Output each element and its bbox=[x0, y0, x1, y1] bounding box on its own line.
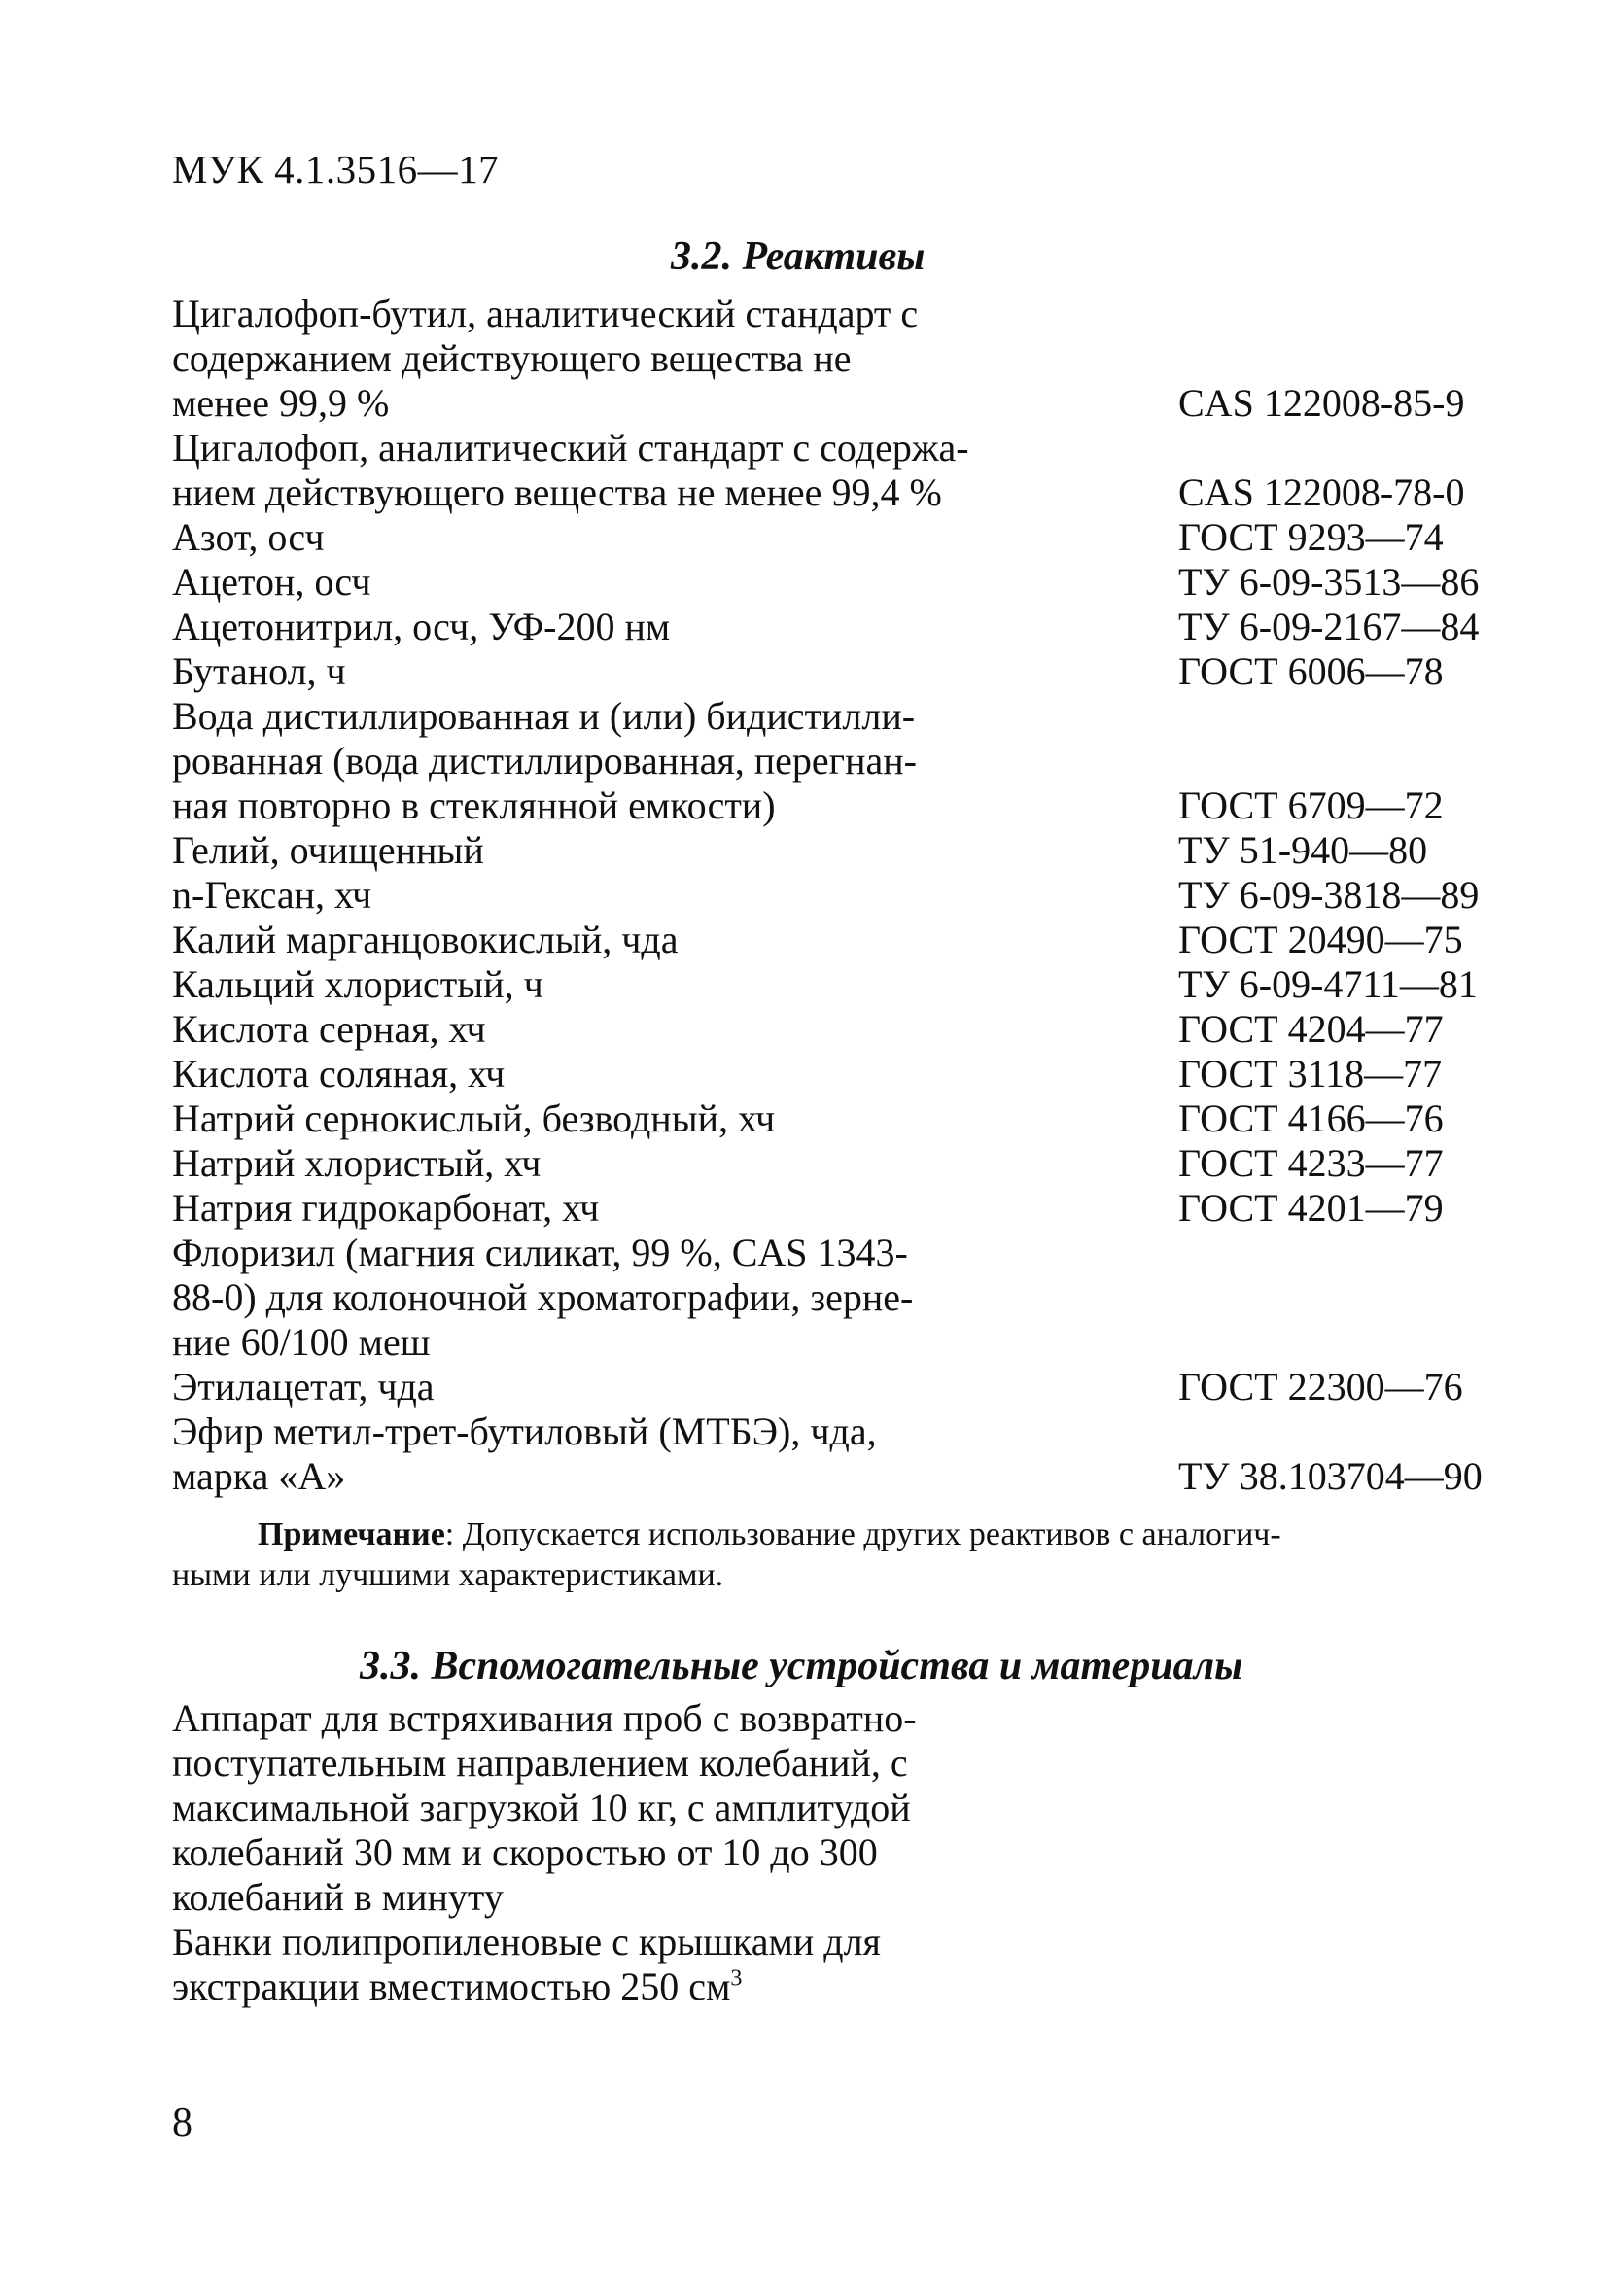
reagent-code: ГОСТ 20490—75 bbox=[1178, 918, 1463, 961]
reagent-name: Эфир метил-трет-бутиловый (МТБЭ), чда, марка «А» bbox=[172, 1409, 877, 1498]
reagent-code: ГОСТ 6709—72 bbox=[1178, 783, 1444, 827]
section-title-reagents: 3.2. Реактивы bbox=[671, 234, 926, 279]
reagent-code: ГОСТ 4233—77 bbox=[1178, 1141, 1444, 1185]
reagent-name: Цигалофоп-бутил, аналитический стандарт с содержанием действующего вещества не менее 99,9 % bbox=[172, 292, 919, 425]
reagent-row bbox=[172, 1365, 1463, 1409]
reagent-code: ТУ 6-09-3513—86 bbox=[1178, 560, 1480, 604]
reagent-row bbox=[172, 1096, 1444, 1141]
reagent-code: ГОСТ 4204—77 bbox=[1178, 1007, 1444, 1051]
reagent-name: Кислота соляная, хч bbox=[172, 1052, 506, 1096]
reagent-name: Калий марганцовокислый, чда bbox=[172, 918, 679, 961]
reagent-name: Азот, осч bbox=[172, 515, 325, 559]
note-text: : Допускается использование других реактивов с аналогич- ными или лучшими характеристиками. bbox=[172, 1516, 1281, 1593]
reagent-code: CAS 122008-85-9 bbox=[1178, 381, 1465, 425]
device-item-text: Аппарат для встряхивания проб с возвратно- поступательным направлением колебаний, с максимальной загрузкой 10 кг, с амплитудой колебаний 30 мм и скоростью от 10 до 300 колебаний в минуту bbox=[172, 1696, 917, 1919]
reagent-row bbox=[172, 1409, 1483, 1499]
reagent-row bbox=[172, 828, 1428, 873]
superscript: 3 bbox=[730, 1966, 743, 1992]
device-item-text: Банки полипропиленовые с крышками для экстракции вместимостью 250 см bbox=[172, 1920, 881, 2008]
reagent-row bbox=[172, 873, 1480, 918]
reagent-code: ГОСТ 4166—76 bbox=[1178, 1096, 1444, 1140]
reagent-name: Вода дистиллированная и (или) бидистилли- рованная (вода дистиллированная, перегнан- ная повторно в стеклянной емкости) bbox=[172, 694, 917, 827]
device-list bbox=[172, 1696, 1047, 2009]
reagent-row bbox=[172, 1007, 1444, 1052]
reagent-name: Натрия гидрокарбонат, хч bbox=[172, 1186, 600, 1230]
reagent-code: ГОСТ 9293—74 bbox=[1178, 515, 1444, 559]
reagent-row bbox=[172, 649, 1444, 694]
reagent-name: Натрий сернокислый, безводный, хч bbox=[172, 1096, 776, 1140]
reagent-row bbox=[172, 1052, 1443, 1096]
reagent-name: Ацетон, осч bbox=[172, 560, 371, 604]
reagent-list bbox=[172, 292, 1483, 1499]
note bbox=[172, 1514, 1436, 1596]
reagent-name: Гелий, очищенный bbox=[172, 828, 484, 872]
reagent-row bbox=[172, 605, 1480, 649]
device-item bbox=[172, 1920, 1047, 2009]
reagent-code: ГОСТ 6006—78 bbox=[1178, 649, 1444, 693]
reagent-code: ТУ 6-09-3818—89 bbox=[1178, 873, 1480, 917]
reagent-row bbox=[172, 962, 1478, 1007]
reagent-name: Цигалофоп, аналитический стандарт с содержа- нием действующего вещества не менее 99,4 % bbox=[172, 426, 969, 514]
reagent-name: n-Гексан, хч bbox=[172, 873, 372, 917]
reagent-name: Этилацетат, чда bbox=[172, 1365, 435, 1409]
reagent-row bbox=[172, 560, 1480, 605]
reagent-name: Кислота серная, хч bbox=[172, 1007, 486, 1051]
reagent-row bbox=[172, 694, 1444, 828]
reagent-code: ГОСТ 3118—77 bbox=[1178, 1052, 1443, 1096]
section-title-devices: 3.3. Вспомогательные устройства и материалы bbox=[360, 1644, 1243, 1688]
reagent-name: Флоризил (магния силикат, 99 %, CAS 1343- 88-0) для колоночной хроматографии, зерне- ние 60/100 меш bbox=[172, 1231, 914, 1364]
reagent-code: ТУ 6-09-2167—84 bbox=[1178, 605, 1480, 648]
reagent-code: ТУ 6-09-4711—81 bbox=[1178, 962, 1478, 1006]
reagent-row bbox=[172, 426, 1465, 515]
reagent-name: Ацетонитрил, осч, УФ-200 нм bbox=[172, 605, 671, 648]
reagent-row bbox=[172, 292, 1465, 426]
reagent-row bbox=[172, 1186, 1444, 1231]
reagent-code: ГОСТ 4201—79 bbox=[1178, 1186, 1444, 1230]
reagent-code: ГОСТ 22300—76 bbox=[1178, 1365, 1463, 1409]
note-label: Примечание bbox=[258, 1516, 445, 1552]
reagent-name: Кальций хлористый, ч bbox=[172, 962, 543, 1006]
reagent-row bbox=[172, 1231, 1339, 1365]
page-number: 8 bbox=[172, 2101, 192, 2145]
device-item bbox=[172, 1696, 1047, 1920]
reagent-code: ТУ 51-940—80 bbox=[1178, 828, 1428, 872]
reagent-name: Натрий хлористый, хч bbox=[172, 1141, 542, 1185]
reagent-row bbox=[172, 918, 1463, 962]
reagent-row bbox=[172, 515, 1444, 560]
reagent-name: Бутанол, ч bbox=[172, 649, 346, 693]
reagent-row bbox=[172, 1141, 1444, 1186]
reagent-code: ТУ 38.103704—90 bbox=[1178, 1454, 1483, 1498]
document-code-header: МУК 4.1.3516—17 bbox=[172, 147, 500, 191]
reagent-code: CAS 122008-78-0 bbox=[1178, 470, 1465, 514]
